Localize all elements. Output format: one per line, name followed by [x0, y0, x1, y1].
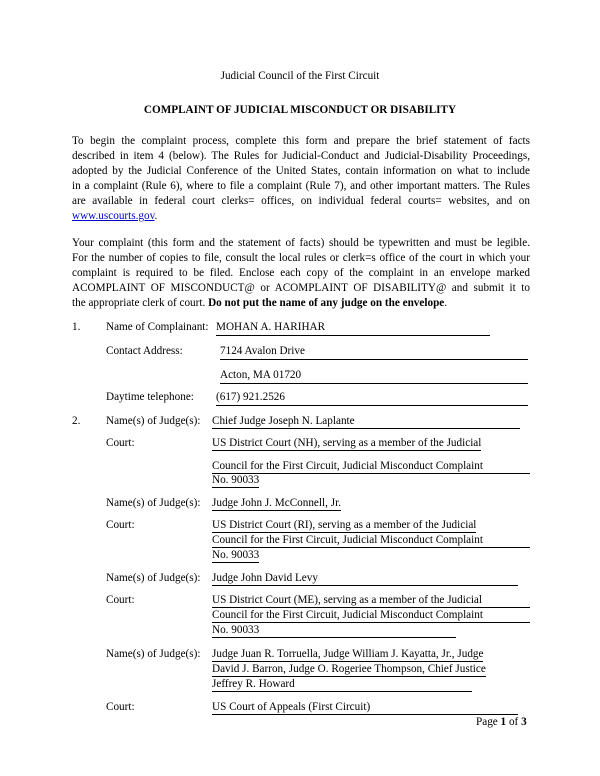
address-line1-value[interactable]: 7124 Avalon Drive — [220, 345, 305, 357]
instructions-line: ACOMPLAINT OF MISCONDUCT@ or ACOMPLAINT OF DISABILITY@ and submit it to — [72, 282, 530, 294]
court-line: US District Court (RI), serving as a member of the Judicial — [212, 519, 477, 531]
envelope-warning: Do not put the name of any judge on the envelope — [208, 297, 445, 309]
judge-label: Name(s) of Judge(s): — [106, 572, 201, 584]
daytime-phone-rule — [216, 405, 528, 406]
page-title: COMPLAINT OF JUDICIAL MISCONDUCT OR DISABILITY — [143, 104, 457, 116]
address-line2-rule — [220, 383, 528, 384]
judge-name-value[interactable] — [212, 497, 341, 511]
judge-name-value[interactable] — [212, 648, 483, 662]
uscourts-link[interactable]: www.uscourts.gov — [72, 210, 155, 222]
instructions-line: Your complaint (this form and the statement of facts) should be typewritten and must be legible. — [72, 237, 530, 249]
instructions-text: the appropriate clerk of court. — [72, 297, 206, 309]
intro-line: in a complaint (Rule 6), where to file a complaint (Rule 7), and other important matters. The Rules — [72, 180, 530, 192]
court-line: US Court of Appeals (First Circuit) — [212, 701, 518, 715]
court-value[interactable] — [212, 701, 518, 715]
judge-name-value[interactable] — [212, 572, 518, 586]
daytime-phone-value[interactable]: (617) 921.2526 — [216, 391, 285, 403]
instructions-paragraph — [72, 236, 530, 311]
court-value-cont[interactable] — [212, 624, 456, 638]
contact-address-label: Contact Address: — [106, 345, 183, 357]
intro-line: are available in federal court clerks= offices, on individual federal courts= websites, and on — [72, 195, 530, 207]
address-line1-rule — [220, 359, 528, 360]
instructions-line: For the number of copies to file, consult the local rules or clerk=s office of the court in which your — [72, 252, 530, 264]
judge-label: Name(s) of Judge(s): — [106, 648, 201, 660]
council-heading: Judicial Council of the First Circuit — [220, 70, 380, 82]
court-value-cont[interactable] — [212, 534, 530, 548]
judge-name-line: Judge John J. McConnell, Jr. — [212, 497, 341, 509]
judge-name-line: Judge Juan R. Torruella, Judge William J. Kayatta, Jr., Judge — [212, 648, 484, 660]
judge-label: Name(s) of Judge(s): — [106, 415, 201, 427]
complainant-name-label: Name of Complainant: — [106, 321, 209, 333]
court-value-cont[interactable] — [212, 460, 530, 474]
complainant-name-value[interactable]: MOHAN A. HARIHAR — [216, 321, 326, 333]
court-value[interactable] — [212, 594, 530, 608]
court-line: No. 90033 — [212, 549, 260, 561]
judge-label: Name(s) of Judge(s): — [106, 497, 201, 509]
court-line: Council for the First Circuit, Judicial Misconduct Complaint — [212, 609, 530, 623]
page-number — [476, 716, 527, 728]
court-line: Council for the First Circuit, Judicial Misconduct Complaint — [212, 534, 530, 548]
item-number-1: 1. — [72, 321, 81, 333]
page-total: 3 — [521, 716, 527, 728]
link-suffix: . — [154, 210, 158, 222]
page-of: of — [508, 716, 519, 728]
judge-name-line: Jeffrey R. Howard — [212, 678, 472, 692]
court-line: US District Court (ME), serving as a member of the Judicial — [212, 594, 530, 608]
judge-name-value[interactable] — [212, 415, 520, 429]
court-label: Court: — [106, 519, 135, 531]
court-value[interactable] — [212, 437, 481, 451]
court-line: No. 90033 — [212, 624, 456, 638]
instructions-line — [72, 296, 530, 311]
instructions-line: complaint is required to be filed. Enclose each copy of the complaint in an envelope marked — [72, 267, 530, 279]
court-line: No. 90033 — [212, 474, 260, 486]
judge-name-line: David J. Barron, Judge O. Rogeriee Thompson, Chief Justice — [212, 663, 486, 675]
judge-name-line: Chief Judge Joseph N. Laplante — [212, 415, 520, 429]
court-value-cont[interactable] — [212, 549, 259, 563]
judge-name-line: Judge John David Levy — [212, 572, 518, 586]
intro-line — [72, 209, 530, 224]
court-value-cont[interactable] — [212, 474, 259, 488]
item-number-2: 2. — [72, 415, 81, 427]
court-label: Court: — [106, 594, 135, 606]
judge-name-value-cont[interactable] — [212, 678, 472, 692]
intro-paragraph — [72, 134, 530, 224]
complainant-name-line — [216, 335, 490, 336]
court-label: Court: — [106, 701, 135, 713]
page-current: 1 — [500, 716, 507, 728]
address-line2-value[interactable]: Acton, MA 01720 — [220, 369, 302, 381]
court-value-cont[interactable] — [212, 609, 530, 623]
daytime-phone-label: Daytime telephone: — [106, 391, 194, 403]
intro-line: described in item 4 (below). The Rules for Judicial-Conduct and Judicial-Disability Proceedings, — [72, 150, 530, 162]
court-line: Council for the First Circuit, Judicial Misconduct Complaint — [212, 460, 530, 474]
page-prefix: Page — [476, 716, 498, 728]
court-label: Court: — [106, 437, 135, 449]
intro-line: To begin the complaint process, complete this form and prepare the brief statement of facts — [72, 135, 530, 147]
judge-name-value-cont[interactable] — [212, 663, 486, 677]
court-value[interactable] — [212, 519, 476, 533]
court-line: US District Court (NH), serving as a member of the Judicial — [212, 437, 482, 449]
intro-line: adopted by the Judicial Conference of the United States, contain information on what to include — [72, 165, 530, 177]
instructions-suffix: . — [444, 297, 448, 309]
